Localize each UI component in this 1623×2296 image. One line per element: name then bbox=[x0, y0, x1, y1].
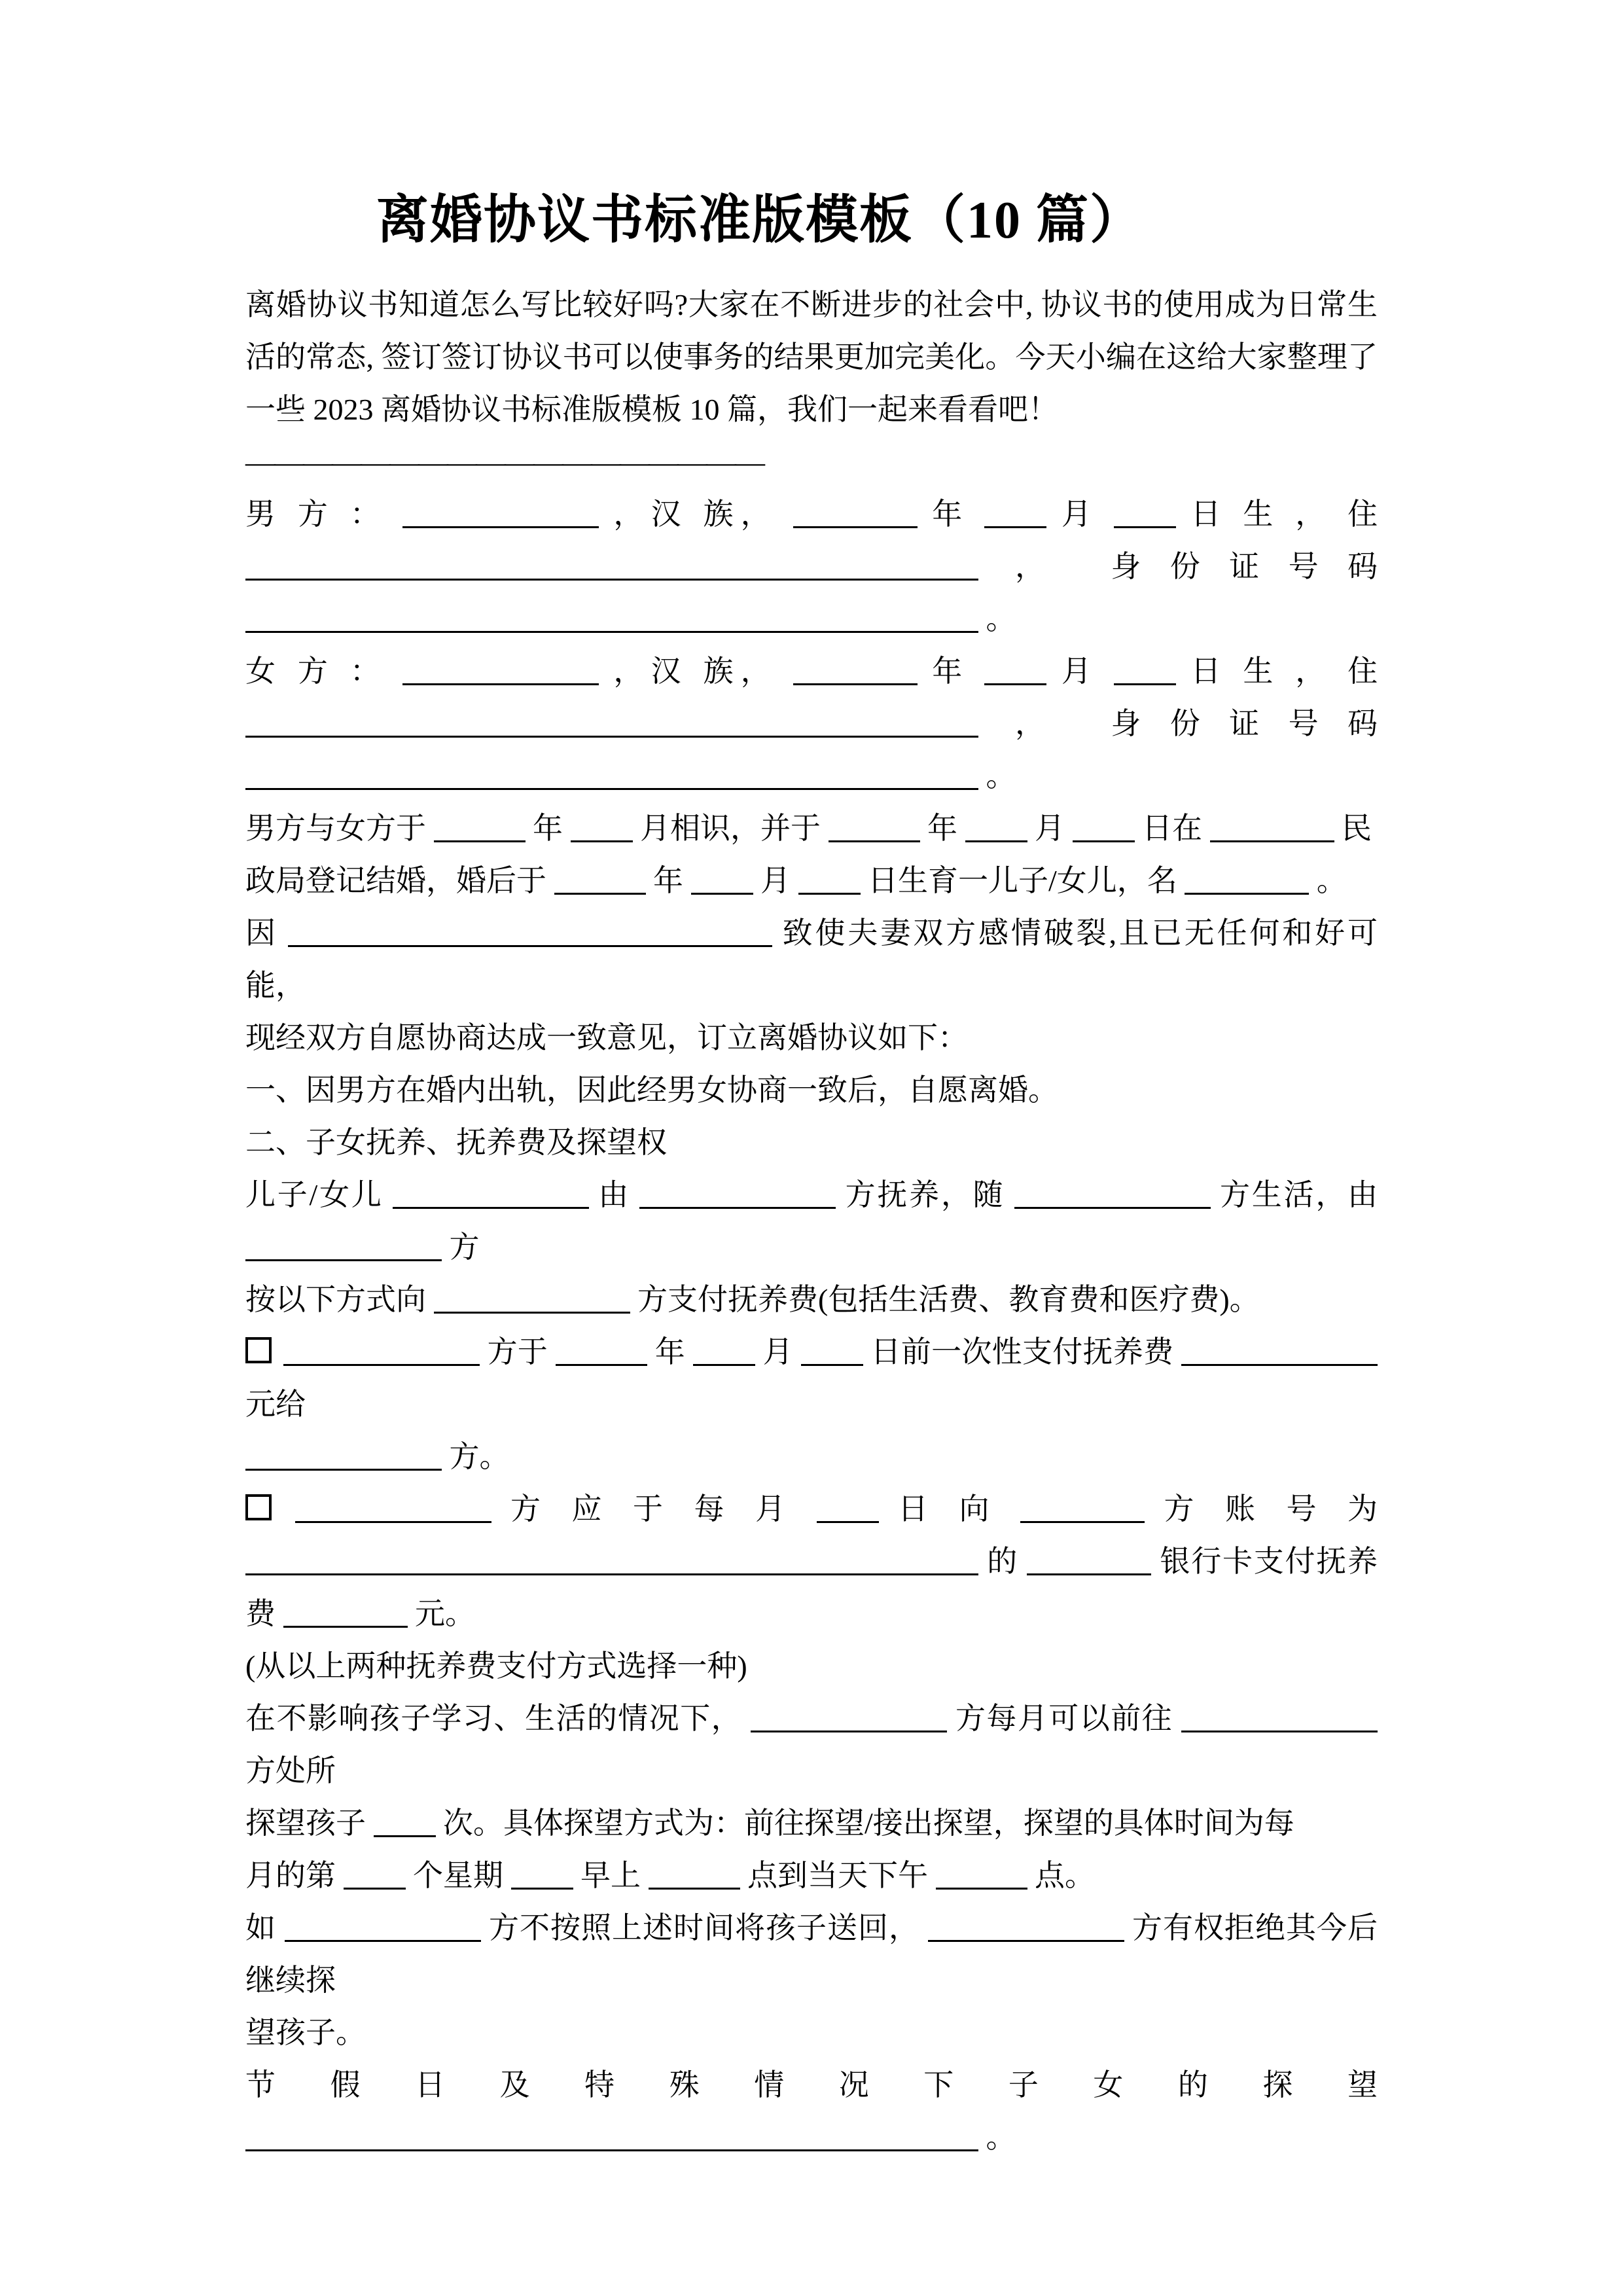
payment-option-two bbox=[245, 1483, 1378, 1535]
husband-id-label: 身份证号码 bbox=[1111, 550, 1378, 584]
married-month-unit: 月 bbox=[1035, 812, 1065, 846]
late-return-party-blank[interactable] bbox=[285, 1910, 481, 1942]
holiday-period: 。 bbox=[986, 2121, 1016, 2155]
clause-one: 一、因男方在婚内出轨，因此经男女协商一致后，自愿离婚。 bbox=[245, 1073, 1058, 1107]
custody-child-label: 儿子/女儿 bbox=[245, 1178, 383, 1212]
child-month-unit: 月 bbox=[760, 864, 791, 898]
payment-note: (从以上两种抚养费支付方式选择一种) bbox=[245, 1649, 747, 1683]
visit-child-label: 探望孩子 bbox=[245, 1806, 366, 1840]
lumpsum-payee-blank[interactable] bbox=[245, 1439, 442, 1471]
late-return-prefix: 如 bbox=[245, 1911, 276, 1945]
wife-id-label: 身份证号码 bbox=[1111, 707, 1378, 741]
lumpsum-tail: 方。 bbox=[449, 1440, 510, 1474]
lumpsum-year-unit: 年 bbox=[654, 1335, 686, 1369]
wife-month-unit: 月 bbox=[1061, 655, 1099, 689]
payment-option-one-cont bbox=[245, 1431, 1378, 1483]
monthly-unit: 元。 bbox=[415, 1597, 475, 1631]
wife-ethnicity: ，汉 族， bbox=[613, 655, 778, 689]
visit-count-blank[interactable] bbox=[374, 1805, 436, 1837]
page-title: 离婚协议书标准版模板（10 篇） bbox=[376, 192, 1143, 249]
husband-birth-year-blank[interactable] bbox=[793, 496, 918, 528]
married-year-blank[interactable] bbox=[829, 810, 920, 842]
married-day-blank[interactable] bbox=[1073, 810, 1135, 842]
bank-of-label: 的 bbox=[987, 1545, 1018, 1579]
monthly-day-label: 日 向 bbox=[898, 1492, 1001, 1526]
lumpsum-unit: 元给 bbox=[245, 1388, 306, 1422]
visit-end-time-blank[interactable] bbox=[936, 1857, 1027, 1890]
met-year-unit: 年 bbox=[533, 812, 563, 846]
husband-id-blank[interactable] bbox=[245, 601, 978, 633]
husband-month-unit: 月 bbox=[1061, 497, 1099, 531]
husband-birth-day-blank[interactable] bbox=[1114, 496, 1176, 528]
agreement-intro-line: 现经双方自愿协商达成一致意见，订立离婚协议如下： bbox=[245, 1021, 968, 1055]
wife-label: 女 方 ： bbox=[245, 655, 387, 689]
registry-tail: 民 bbox=[1342, 812, 1372, 846]
married-year-unit: 年 bbox=[927, 812, 957, 846]
support-payee-blank[interactable] bbox=[434, 1282, 630, 1314]
husband-id-line bbox=[245, 541, 1378, 645]
met-month-unit: 月相识，并于 bbox=[640, 812, 821, 846]
refuse-party-blank[interactable] bbox=[928, 1910, 1124, 1942]
monthly-schedule-label: 方 应 于 每 月 bbox=[510, 1492, 797, 1526]
visited-party-blank[interactable] bbox=[1181, 1700, 1378, 1732]
wife-birth-day-blank[interactable] bbox=[1114, 653, 1176, 685]
wife-birth-month-blank[interactable] bbox=[984, 653, 1046, 685]
visit-week-prefix: 月的第 bbox=[245, 1859, 336, 1893]
visitation-line-5: 望孩子。 bbox=[245, 2016, 366, 2050]
reason-suffix: 致使夫妻双方感情破裂,且已无任何和好可能， bbox=[245, 916, 1378, 1003]
visitation-place-label: 方处所 bbox=[245, 1754, 336, 1788]
wife-year-unit: 年 bbox=[932, 655, 970, 689]
visit-weekday-blank[interactable] bbox=[511, 1857, 573, 1890]
lumpsum-year-blank[interactable] bbox=[556, 1334, 647, 1366]
visit-week-label: 个星期 bbox=[413, 1859, 503, 1893]
visit-method-label: 次。具体探望方式为：前往探望/接出探望，探望的具体时间为每 bbox=[443, 1806, 1294, 1840]
payment-option-two-cont bbox=[245, 1535, 1378, 1640]
monthly-account-label: 方 账 号 为 bbox=[1164, 1492, 1378, 1526]
visitation-line-1 bbox=[245, 1693, 1378, 1797]
husband-address-blank[interactable] bbox=[245, 548, 978, 581]
wife-birth-year-blank[interactable] bbox=[793, 653, 918, 685]
married-month-blank[interactable] bbox=[965, 810, 1027, 842]
wife-comma: ， bbox=[1014, 707, 1075, 741]
child-name-label: 日生育一儿子/女儿，名 bbox=[868, 864, 1177, 898]
monthly-payee-blank[interactable] bbox=[1020, 1491, 1145, 1523]
support-method-label: 按以下方式向 bbox=[245, 1283, 426, 1317]
lumpsum-amount-blank[interactable] bbox=[1181, 1334, 1378, 1366]
visit-time-unit: 点。 bbox=[1035, 1859, 1095, 1893]
child-birth-month-blank[interactable] bbox=[691, 863, 753, 895]
custody-line-1 bbox=[245, 1169, 1378, 1274]
husband-residence-label: 住 bbox=[1347, 497, 1378, 531]
custody-line-2 bbox=[245, 1274, 1378, 1326]
visit-until-label: 点到当天下午 bbox=[747, 1859, 928, 1893]
child-birth-year-blank[interactable] bbox=[554, 863, 646, 895]
wife-id-blank[interactable] bbox=[245, 758, 978, 790]
husband-period: 。 bbox=[986, 602, 1016, 636]
wife-period: 。 bbox=[986, 759, 1016, 793]
custody-party-suffix: 方 bbox=[449, 1230, 480, 1265]
custody-party-blank[interactable] bbox=[639, 1177, 836, 1209]
lumpsum-payer-blank[interactable] bbox=[283, 1334, 480, 1366]
holiday-visitation-blank-line bbox=[245, 2111, 1378, 2164]
husband-info-line bbox=[245, 488, 1378, 541]
lumpsum-day-blank[interactable] bbox=[801, 1334, 863, 1366]
husband-comma: ， bbox=[1014, 550, 1075, 584]
visitation-line-2 bbox=[245, 1797, 1378, 1850]
husband-label: 男 方 ： bbox=[245, 497, 387, 531]
monthly-amount-blank[interactable] bbox=[283, 1596, 408, 1628]
lumpsum-month-blank[interactable] bbox=[693, 1334, 755, 1366]
visit-start-time-blank[interactable] bbox=[649, 1857, 740, 1890]
wife-name-blank[interactable] bbox=[402, 653, 599, 685]
marriage-history-line-1 bbox=[245, 802, 1378, 855]
monthly-day-blank[interactable] bbox=[817, 1491, 879, 1523]
custody-live-with-blank[interactable] bbox=[1014, 1177, 1211, 1209]
wife-id-line bbox=[245, 698, 1378, 802]
custody-by-label: 由 bbox=[598, 1178, 630, 1212]
visitation-monthly-label: 方每月可以前往 bbox=[955, 1702, 1173, 1736]
late-return-label: 方不按照上述时间将孩子送回， bbox=[489, 1911, 919, 1945]
visitation-intro: 在不影响孩子学习、生活的情况下， bbox=[245, 1702, 743, 1736]
breakdown-reason-line bbox=[245, 907, 1378, 1012]
husband-ethnicity: ，汉 族， bbox=[613, 497, 778, 531]
marriage-history-line-2 bbox=[245, 855, 1378, 907]
wife-info-line bbox=[245, 645, 1378, 698]
custody-child-blank[interactable] bbox=[393, 1177, 589, 1209]
lumpsum-day-label: 日前一次性支付抚养费 bbox=[870, 1335, 1174, 1369]
lumpsum-at-label: 方于 bbox=[487, 1335, 548, 1369]
wife-address-blank[interactable] bbox=[245, 706, 978, 738]
breakdown-reason-blank[interactable] bbox=[288, 915, 772, 947]
visitor-party-blank[interactable] bbox=[751, 1700, 947, 1732]
checkbox-icon[interactable] bbox=[245, 1494, 272, 1520]
child-period: 。 bbox=[1316, 864, 1347, 898]
wife-residence-label: 住 bbox=[1347, 655, 1378, 689]
child-year-unit: 年 bbox=[653, 864, 683, 898]
lumpsum-month-unit: 月 bbox=[762, 1335, 793, 1369]
bank-account-number-blank[interactable] bbox=[245, 1543, 978, 1575]
visit-morning-label: 早上 bbox=[580, 1859, 641, 1893]
visitation-line-3 bbox=[245, 1850, 1378, 1902]
child-name-blank[interactable] bbox=[1185, 863, 1309, 895]
reason-prefix: 因 bbox=[245, 916, 278, 950]
married-day-unit: 日在 bbox=[1142, 812, 1202, 846]
marriage-intro: 男方与女方于 bbox=[245, 812, 426, 846]
bank-card-label: 银行卡支付抚养费 bbox=[245, 1545, 1378, 1631]
visitation-line-4 bbox=[245, 1902, 1378, 2007]
monthly-payer-blank[interactable] bbox=[295, 1491, 491, 1523]
met-month-blank[interactable] bbox=[571, 810, 633, 842]
holiday-visitation-line: 节 假 日 及 特 殊 情 况 下 子 女 的 探 望 bbox=[245, 2068, 1378, 2102]
child-birth-day-blank[interactable] bbox=[798, 863, 861, 895]
holiday-visitation-blank[interactable] bbox=[245, 2119, 978, 2151]
bank-name-blank[interactable] bbox=[1027, 1543, 1151, 1575]
refuse-label: 方有权拒绝其今后继续探 bbox=[245, 1911, 1378, 1998]
intro-paragraph: 离婚协议书知道怎么写比较好吗?大家在不断进步的社会中, 协议书的使用成为日常生活的常态, 签订签订协议书可以使事务的结果更加完美化。今天小编在这给大家整理了一些 2023 离婚协议书标准版模板 10 篇，我们一起来看看吧！ bbox=[245, 288, 1378, 427]
husband-year-unit: 年 bbox=[932, 497, 970, 531]
clause-two-heading: 二、子女抚养、抚养费及探望权 bbox=[245, 1126, 667, 1160]
wife-day-born: 日 生 ， bbox=[1190, 655, 1333, 689]
registry-continued: 政局登记结婚，婚后于 bbox=[245, 864, 546, 898]
custody-raise-label: 方抚养，随 bbox=[845, 1178, 1005, 1212]
custody-payer-blank[interactable] bbox=[245, 1229, 442, 1261]
payment-option-one bbox=[245, 1326, 1378, 1431]
husband-name-blank[interactable] bbox=[402, 496, 599, 528]
husband-birth-month-blank[interactable] bbox=[984, 496, 1046, 528]
registry-office-blank[interactable] bbox=[1210, 810, 1334, 842]
met-year-blank[interactable] bbox=[434, 810, 526, 842]
husband-day-born: 日 生 ， bbox=[1190, 497, 1333, 531]
custody-live-label: 方生活，由 bbox=[1220, 1178, 1378, 1212]
checkbox-icon[interactable] bbox=[245, 1337, 272, 1363]
visit-week-number-blank[interactable] bbox=[344, 1857, 406, 1890]
section-divider: —————————————————— bbox=[245, 445, 764, 479]
support-scope-label: 方支付抚养费(包括生活费、教育费和医疗费)。 bbox=[637, 1283, 1260, 1317]
